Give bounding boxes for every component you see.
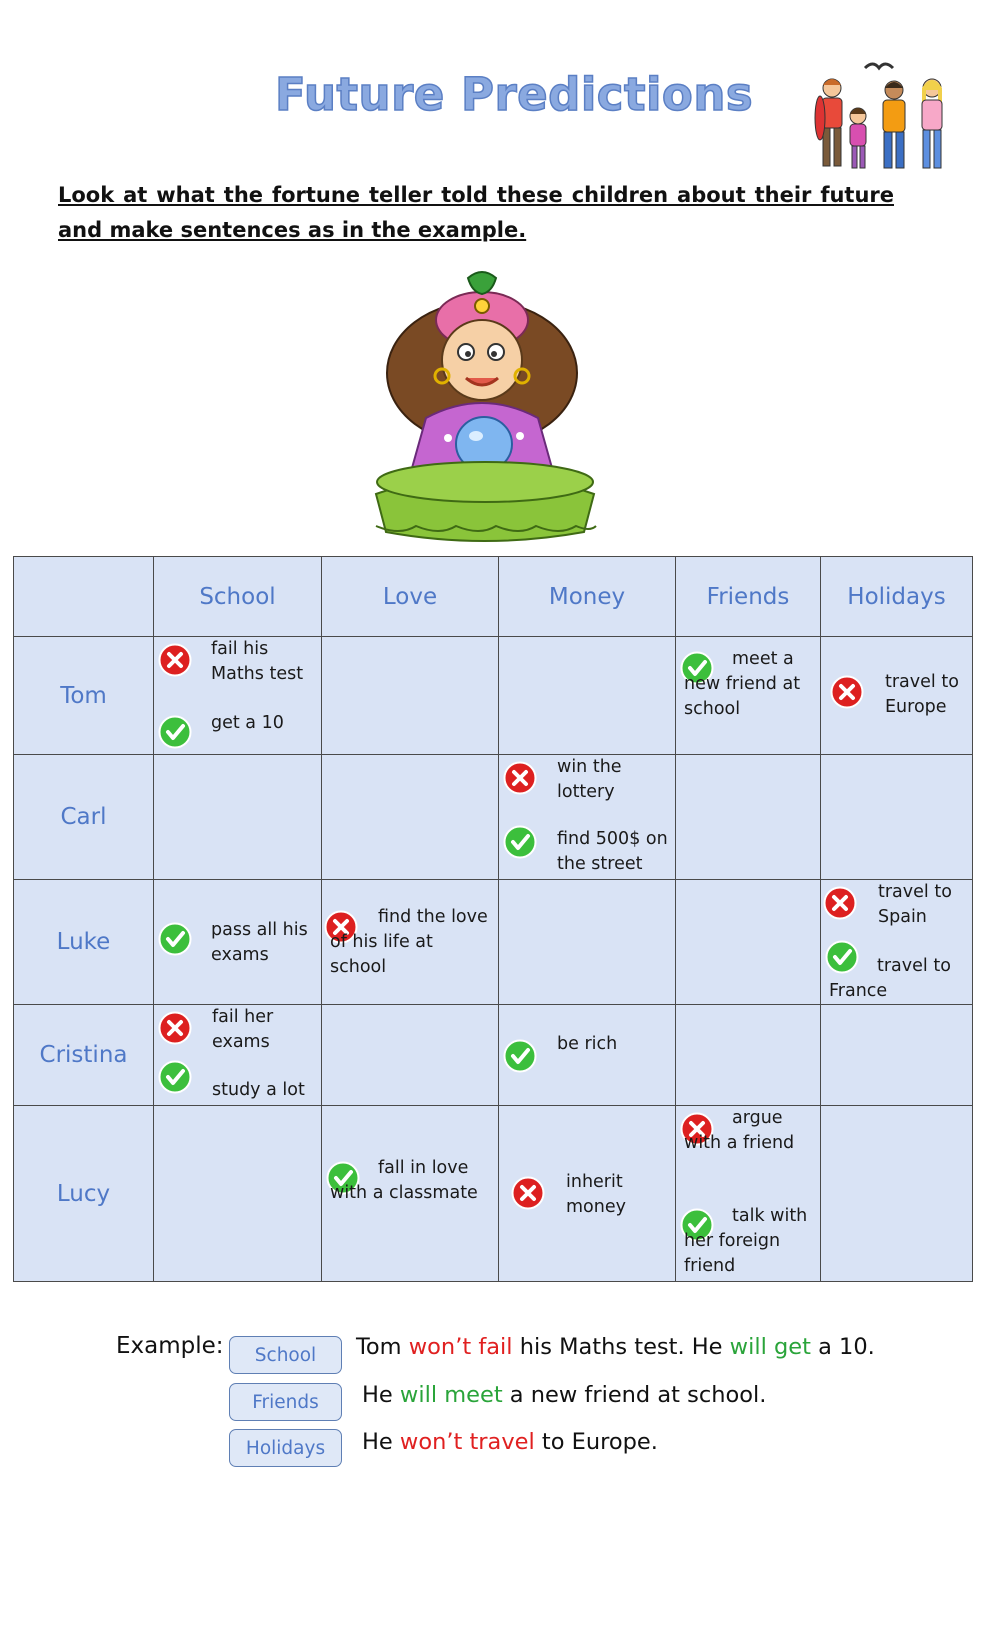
positive-verb: will get bbox=[729, 1334, 811, 1360]
cell-tom-love bbox=[322, 637, 499, 755]
red-cross-icon bbox=[158, 1011, 192, 1045]
prediction-text: fall in love with a classmate bbox=[330, 1158, 478, 1203]
negative-verb: won’t fail bbox=[408, 1334, 513, 1360]
prediction-text: find 500$ on the street bbox=[557, 829, 668, 874]
cell-cristina-friends bbox=[676, 1005, 821, 1106]
sentence-part: a new friend at school. bbox=[502, 1382, 767, 1408]
cell-carl-school bbox=[154, 755, 322, 880]
sentence-part: Tom bbox=[356, 1334, 409, 1360]
red-cross-icon bbox=[503, 761, 537, 795]
positive-verb: will meet bbox=[399, 1382, 503, 1408]
green-check-icon bbox=[158, 1060, 192, 1094]
cell-lucy-money bbox=[499, 1106, 676, 1282]
cell-carl-holidays bbox=[821, 755, 973, 880]
cell-lucy-school bbox=[154, 1106, 322, 1282]
column-header-love: Love bbox=[322, 557, 499, 637]
cell-luke-school bbox=[154, 880, 322, 1005]
prediction-text: inherit money bbox=[566, 1172, 626, 1217]
sentence-part: his Maths test. He bbox=[512, 1334, 730, 1360]
prediction-text: travel to Spain bbox=[878, 882, 952, 927]
example-sentence-2 bbox=[362, 1382, 766, 1408]
predictions-table bbox=[13, 556, 973, 1282]
cell-luke-love bbox=[322, 880, 499, 1005]
green-check-icon bbox=[503, 1039, 537, 1073]
cell-carl-money bbox=[499, 755, 676, 880]
row-name-cristina: Cristina bbox=[14, 1005, 154, 1106]
prediction-text: fail her exams bbox=[212, 1007, 274, 1052]
red-cross-icon bbox=[511, 1176, 545, 1210]
cell-lucy-friends bbox=[676, 1106, 821, 1282]
column-header-friends: Friends bbox=[676, 557, 821, 637]
green-check-icon bbox=[158, 715, 192, 749]
cell-tom-school bbox=[154, 637, 322, 755]
cell-carl-friends bbox=[676, 755, 821, 880]
table-row bbox=[14, 1005, 973, 1106]
row-name-luke: Luke bbox=[14, 880, 154, 1005]
children-illustration bbox=[810, 58, 960, 178]
table-row bbox=[14, 755, 973, 880]
cell-luke-money bbox=[499, 880, 676, 1005]
sentence-part: He bbox=[362, 1382, 400, 1408]
prediction-text: get a 10 bbox=[211, 713, 284, 733]
instruction-text: Look at what the fortune teller told these children about their future and make sentences as in the example. bbox=[58, 183, 894, 242]
column-header-money: Money bbox=[499, 557, 676, 637]
example-sentence-3 bbox=[362, 1429, 658, 1455]
green-check-icon bbox=[503, 825, 537, 859]
cell-tom-money bbox=[499, 637, 676, 755]
row-name-carl: Carl bbox=[14, 755, 154, 880]
cell-luke-holidays bbox=[821, 880, 973, 1005]
prediction-text: argue with a friend bbox=[684, 1108, 795, 1153]
cell-luke-friends bbox=[676, 880, 821, 1005]
prediction-text: study a lot bbox=[212, 1080, 305, 1100]
prediction-text: find the love of his life at school bbox=[330, 907, 488, 977]
sentence-part: He bbox=[362, 1429, 400, 1455]
cell-cristina-love bbox=[322, 1005, 499, 1106]
prediction-text: be rich bbox=[557, 1034, 618, 1054]
cell-carl-love bbox=[322, 755, 499, 880]
column-header-school: School bbox=[154, 557, 322, 637]
table-row bbox=[14, 1106, 973, 1282]
table-row bbox=[14, 637, 973, 755]
example-sentence-1 bbox=[356, 1334, 875, 1360]
prediction-text: win the lottery bbox=[557, 757, 622, 802]
negative-verb: won’t travel bbox=[399, 1429, 535, 1455]
green-check-icon bbox=[158, 922, 192, 956]
prediction-text: pass all his exams bbox=[211, 920, 308, 965]
prediction-text: meet a new friend at school bbox=[684, 649, 801, 719]
cell-cristina-school bbox=[154, 1005, 322, 1106]
cell-lucy-love bbox=[322, 1106, 499, 1282]
prediction-text: travel to Europe bbox=[885, 672, 959, 717]
prediction-text: fail his Maths test bbox=[211, 639, 304, 684]
sentence-part: a 10. bbox=[810, 1334, 875, 1360]
cell-tom-friends bbox=[676, 637, 821, 755]
tag-holidays-button[interactable]: Holidays bbox=[229, 1429, 342, 1467]
red-cross-icon bbox=[158, 643, 192, 677]
row-name-lucy: Lucy bbox=[14, 1106, 154, 1282]
cell-tom-holidays bbox=[821, 637, 973, 755]
tag-school-button[interactable]: School bbox=[229, 1336, 342, 1374]
table-row bbox=[14, 880, 973, 1005]
red-cross-icon bbox=[823, 886, 857, 920]
column-header-holidays: Holidays bbox=[821, 557, 973, 637]
tag-friends-button[interactable]: Friends bbox=[229, 1383, 342, 1421]
red-cross-icon bbox=[830, 675, 864, 709]
cell-lucy-holidays bbox=[821, 1106, 973, 1282]
sentence-part: to Europe. bbox=[534, 1429, 658, 1455]
corner-cell bbox=[14, 557, 154, 637]
page-title: Future Predictions bbox=[275, 68, 754, 121]
example-label: Example: bbox=[116, 1333, 224, 1359]
fortune-teller-illustration bbox=[370, 268, 635, 543]
prediction-text: talk with her foreign friend bbox=[684, 1206, 808, 1276]
prediction-text: travel to France bbox=[829, 956, 951, 1001]
row-name-tom: Tom bbox=[14, 637, 154, 755]
cell-cristina-holidays bbox=[821, 1005, 973, 1106]
cell-cristina-money bbox=[499, 1005, 676, 1106]
